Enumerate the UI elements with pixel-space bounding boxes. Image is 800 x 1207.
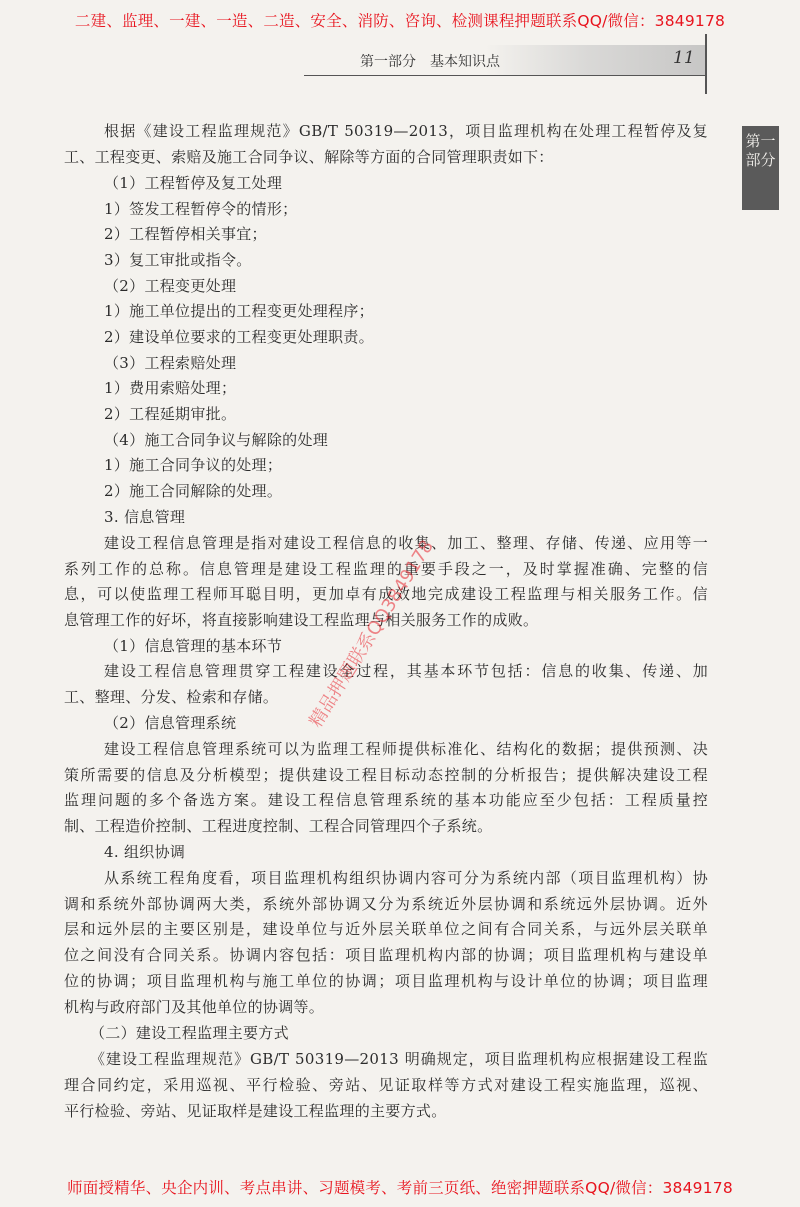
- text-line: （1）工程暂停及复工处理: [104, 174, 283, 192]
- text-line: （3）工程索赔处理: [104, 354, 237, 372]
- page-number: 11: [673, 48, 695, 68]
- text-line: 机构与政府部门及其他单位的协调等。: [64, 998, 325, 1016]
- text-line: 策所需要的信息及分析模型；提供建设工程目标动态控制的分析报告；提供解决建设工程: [64, 766, 708, 784]
- text-line: 工、整理、分发、检索和存储。: [64, 688, 279, 706]
- text-line: 1）施工单位提出的工程变更处理程序；: [104, 302, 374, 320]
- bottom-banner: 师面授精华、央企内训、考点串讲、习题模考、考前三页纸、绝密押题联系QQ/微信：3849178: [67, 1179, 733, 1197]
- text-line: （2）工程变更处理: [104, 277, 237, 295]
- text-line: 制、工程造价控制、工程进度控制、工程合同管理四个子系统。: [64, 817, 493, 835]
- text-line: 监理问题的多个备选方案。建设工程信息管理系统的基本功能应至少包括：工程质量控: [64, 791, 708, 809]
- running-head: 第一部分 基本知识点: [360, 54, 500, 70]
- text-line: 息，可以使监理工程师耳聪目明，更加卓有成效地完成建设工程监理与相关服务工作。信: [64, 585, 708, 603]
- text-line: 系列工作的总称。信息管理是建设工程监理的重要手段之一，及时掌握准确、完整的信: [64, 560, 708, 578]
- text-line: 2）工程延期审批。: [104, 405, 237, 423]
- watermark: 精品押题联系QQ3849178: [305, 536, 438, 732]
- top-banner: 二建、监理、一建、一造、二造、安全、消防、咨询、检测课程押题联系QQ/微信：3849178: [74, 12, 726, 30]
- text-line: 工、工程变更、索赔及施工合同争议、解除等方面的合同管理职责如下：: [64, 148, 554, 166]
- text-line: 位的协调；项目监理机构与施工单位的协调；项目监理机构与设计单位的协调；项目监理: [64, 972, 708, 990]
- text-line: 建设工程信息管理系统可以为监理工程师提供标准化、结构化的数据；提供预测、决: [104, 740, 708, 758]
- text-line: 1）签发工程暂停令的情形；: [104, 200, 298, 218]
- text-line: 3）复工审批或指令。: [104, 251, 252, 269]
- text-line: 4. 组织协调: [104, 843, 186, 861]
- text-line: 层和远外层的主要区别是，建设单位与近外层关联单位之间有合同关系，与远外层关联单: [64, 920, 708, 938]
- text-line: 平行检验、旁站、见证取样是建设工程监理的主要方式。: [64, 1102, 447, 1120]
- side-tab-label: 第一 部分: [745, 132, 776, 169]
- text-line: 2）工程暂停相关事宜；: [104, 225, 267, 243]
- text-line: 理合同约定，采用巡视、平行检验、旁站、见证取样等方式对建设工程实施监理，巡视、: [64, 1076, 708, 1094]
- text-line: 2）建设单位要求的工程变更处理职责。: [104, 328, 374, 346]
- text-line: 2）施工合同解除的处理。: [104, 482, 283, 500]
- text-line: 从系统工程角度看，项目监理机构组织协调内容可分为系统内部（项目监理机构）协: [104, 869, 708, 887]
- text-line: （4）施工合同争议与解除的处理: [104, 431, 329, 449]
- text-line: 《建设工程监理规范》GB/T 50319—2013 明确规定，项目监理机构应根据建设工程监: [90, 1050, 708, 1068]
- text-line: 根据《建设工程监理规范》GB/T 50319—2013，项目监理机构在处理工程暂停及复: [104, 122, 708, 140]
- header-divider: [705, 34, 707, 94]
- text-line: 位之间没有合同关系。协调内容包括：项目监理机构内部的协调；项目监理机构与建设单: [64, 946, 708, 964]
- text-line: 1）施工合同争议的处理；: [104, 456, 283, 474]
- text-line: （2）信息管理系统: [104, 714, 237, 732]
- side-tab: [742, 126, 779, 210]
- text-line: 建设工程信息管理贯穿工程建设全过程，其基本环节包括：信息的收集、传递、加: [104, 662, 708, 680]
- text-line: 调和系统外部协调两大类，系统外部协调又分为系统近外层协调和系统远外层协调。近外: [64, 895, 708, 913]
- text-line: （二）建设工程监理主要方式: [90, 1024, 289, 1042]
- text-line: 3. 信息管理: [104, 508, 186, 526]
- text-line: 息管理工作的好坏，将直接影响建设工程监理与相关服务工作的成败。: [64, 611, 539, 629]
- text-line: 1）费用索赔处理；: [104, 379, 237, 397]
- text-line: （1）信息管理的基本环节: [104, 637, 283, 655]
- text-line: 建设工程信息管理是指对建设工程信息的收集、加工、整理、存储、传递、应用等一: [104, 534, 708, 552]
